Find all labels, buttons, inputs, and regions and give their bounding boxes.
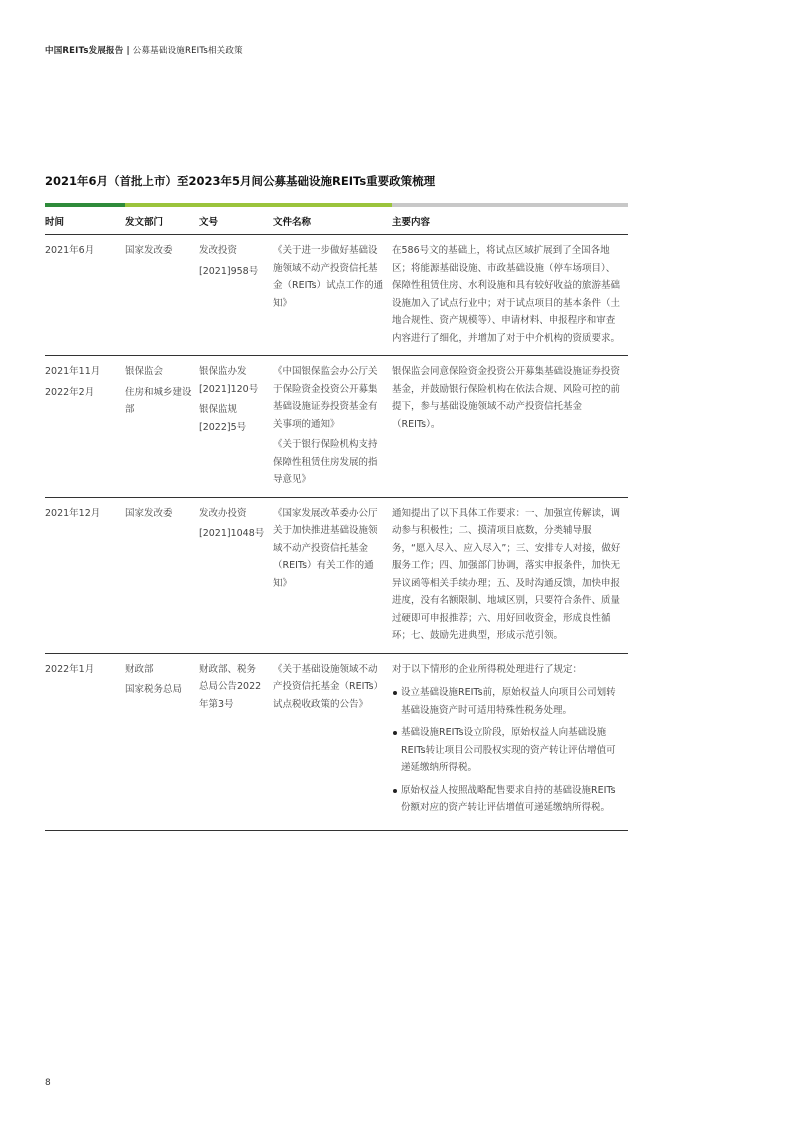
table-row — [45, 497, 628, 653]
cell-docno-line: 发改投资 — [199, 245, 238, 256]
column-header-dept: 发文部门 — [125, 210, 199, 235]
cell-docno-line: [2021]958号 — [199, 265, 259, 277]
cell-docno-line: [2021]1048号 — [199, 528, 265, 539]
content-text: 对于以下情形的企业所得税处理进行了规定： — [392, 663, 583, 675]
cell-time-line: 2021年6月 — [45, 245, 95, 256]
column-header-docno: 文号 — [199, 210, 273, 235]
content-bullet-item: 设立基础设施REITs前，原始权益人向项目公司划转基础设施资产时可适用特殊性税务处理。 — [392, 684, 622, 719]
accent-bar-light-green — [125, 203, 392, 207]
report-title: 中国REITs发展报告 — [45, 46, 124, 56]
cell-docno-line: 发改办投资 — [199, 507, 247, 519]
cell-dept-line: 国家税务总局 — [125, 684, 183, 695]
accent-bar-dark-green — [45, 203, 125, 207]
table-row — [45, 653, 628, 830]
cell-name-line: 《中国银保监会办公厅关于保险资金投资公开募集基础设施证券投资基金有关事项的通知》 — [273, 366, 378, 430]
running-header — [45, 44, 243, 56]
cell-name-line: 《国家发展改革委办公厅关于加快推进基础设施领域不动产投资信托基金（REITs）有关工作的通知》 — [273, 507, 378, 589]
section-title: 公募基础设施REITs相关政策 — [132, 46, 243, 56]
cell-dept-line: 国家发改委 — [125, 245, 173, 256]
cell-content — [392, 235, 628, 356]
cell-time-line: 2022年1月 — [45, 663, 95, 675]
cell-name-line: 《关于基础设施领域不动产投资信托基金（REITs）试点税收政策的公告》 — [273, 663, 384, 710]
header-separator: | — [126, 46, 130, 56]
cell-dept — [125, 497, 199, 653]
column-header-content: 主要内容 — [392, 210, 628, 235]
cell-docno — [199, 497, 273, 653]
cell-time-line: 2021年12月 — [45, 507, 101, 519]
accent-bar — [45, 203, 628, 207]
table-row — [45, 235, 628, 356]
cell-dept-line: 银保监会 — [125, 366, 164, 377]
cell-dept — [125, 235, 199, 356]
table-body — [45, 235, 628, 831]
cell-docno — [199, 356, 273, 498]
cell-dept-line: 住房和城乡建设部 — [125, 386, 192, 415]
cell-name — [273, 653, 392, 830]
cell-name — [273, 235, 392, 356]
accent-bar-gray — [392, 203, 628, 207]
cell-name — [273, 356, 392, 498]
content-text: 通知提出了以下具体工作要求：一、加强宣传解读，调动参与积极性；二、摸清项目底数，分类辅导服务，“愿入尽入、应入尽入”；三、安排专人对接，做好服务工作；四、加强部门协调，落实申报条件，加快无异议函等相关手续办理；五、及时沟通反馈，加快申报进度，没有名额限制、地域区别，只要符合条件、质量过硬即可申报推荐；六、用好回收资金，形成良性循环；七、鼓励先进典型，形成示范引领。 — [392, 507, 621, 641]
cell-dept — [125, 356, 199, 498]
cell-time-line: 2022年2月 — [45, 386, 95, 398]
content-bullet-list — [392, 684, 622, 817]
cell-name — [273, 497, 392, 653]
cell-dept — [125, 653, 199, 830]
content-text: 在586号文的基础上，将试点区域扩展到了全国各地区；将能源基础设施、市政基础设施（停车场项目）、保障性租赁住房、水利设施和具有较好收益的旅游基础设施加入了试点行业中；对于试点项目的基本条件（土地合规性、资产规模等）、申请材料、申报程序和审查内容进行了细化，并增加了对于中介机构的资质要求。 — [392, 245, 621, 344]
table-title: 2021年6月（首批上市）至2023年5月间公募基础设施REITs重要政策梳理 — [45, 174, 436, 188]
cell-dept-line: 国家发改委 — [125, 507, 173, 519]
table-row — [45, 356, 628, 498]
cell-content — [392, 356, 628, 498]
content-text: 银保监会同意保险资金投资公开募集基础设施证券投资基金，并鼓励银行保险机构在依法合规、风险可控的前提下，参与基础设施领域不动产投资信托基金（REITs）。 — [392, 366, 621, 430]
cell-name-line: 《关于银行保险机构支持保障性租赁住房发展的指导意见》 — [273, 439, 378, 485]
cell-time — [45, 356, 125, 498]
column-header-name: 文件名称 — [273, 210, 392, 235]
cell-time-line: 2021年11月 — [45, 366, 101, 377]
cell-content — [392, 653, 628, 830]
cell-docno-line: 银保监规[2022]5号 — [199, 404, 247, 433]
content-bullet-item: 原始权益人按照战略配售要求自持的基础设施REITs份额对应的资产转让评估增值可递延缴纳所得税。 — [392, 782, 622, 817]
policy-table — [45, 210, 628, 831]
cell-docno — [199, 235, 273, 356]
cell-dept-line: 财政部 — [125, 663, 154, 675]
cell-time — [45, 235, 125, 356]
column-header-time: 时间 — [45, 210, 125, 235]
cell-name-line: 《关于进一步做好基础设施领域不动产投资信托基金（REITs）试点工作的通知》 — [273, 245, 384, 309]
cell-docno-line: 财政部、税务总局公告2022年第3号 — [199, 663, 262, 710]
cell-docno-line: 银保监办发[2021]120号 — [199, 366, 259, 395]
content-bullet-item: 基础设施REITs设立阶段，原始权益人向基础设施REITs转让项目公司股权实现的资产转让评估增值可递延缴纳所得税。 — [392, 724, 622, 777]
cell-time — [45, 653, 125, 830]
cell-time — [45, 497, 125, 653]
cell-docno — [199, 653, 273, 830]
cell-content — [392, 497, 628, 653]
table-header-row — [45, 210, 628, 235]
page-number: 8 — [45, 1078, 51, 1088]
